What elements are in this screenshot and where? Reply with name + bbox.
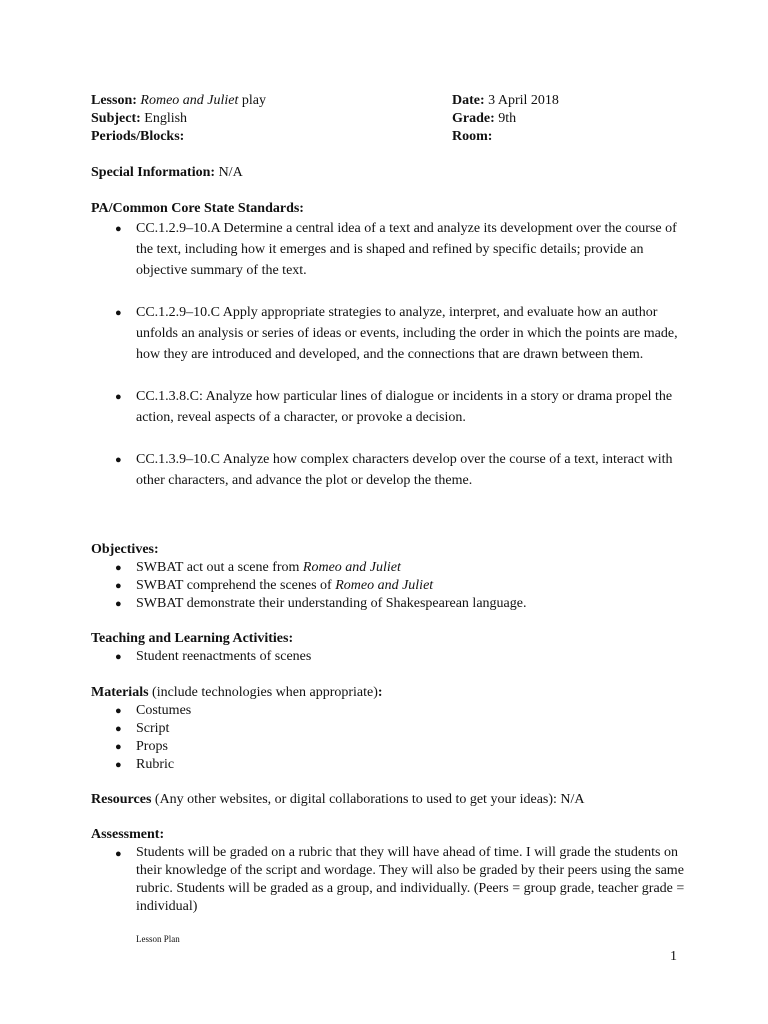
bullet-icon: ● bbox=[115, 705, 122, 717]
standard-text: CC.1.2.9–10.C Apply appropriate strategies to analyze, interpret, and evaluate how an author unfolds an analysis or series of ideas or events, including the order in which the points are made, how they are introduced and developed, and the connections that are drawn between them. bbox=[136, 305, 678, 362]
assessment-list bbox=[91, 844, 696, 916]
bullet-icon: ● bbox=[115, 723, 122, 735]
assessment-title: Assessment: bbox=[91, 827, 165, 842]
resources-text: (Any other websites, or digital collaborations to used to get your ideas): N/A bbox=[151, 792, 585, 807]
materials-heading bbox=[91, 684, 383, 702]
materials-list bbox=[91, 702, 383, 774]
list-item bbox=[91, 595, 526, 613]
bullet-icon: ● bbox=[115, 651, 122, 663]
objective-italic: Romeo and Juliet bbox=[302, 560, 401, 575]
objectives-list bbox=[91, 559, 526, 613]
subject-value: English bbox=[140, 111, 188, 126]
bullet-icon: ● bbox=[115, 580, 122, 592]
subject-line bbox=[91, 110, 266, 128]
bullet-icon: ● bbox=[115, 307, 122, 319]
assessment-section bbox=[91, 826, 696, 916]
material-text: Rubric bbox=[136, 757, 175, 772]
list-item bbox=[91, 386, 696, 428]
assessment-text: Students will be graded on a rubric that they will have ahead of time. I will grade the students on their knowledge of the script and wordage. They will also be graded by their peers using the same rubric. Students will be graded as a group, and individually. (Peers = group grade, teacher grade = individual) bbox=[136, 845, 685, 914]
header-left bbox=[91, 92, 266, 146]
list-item bbox=[91, 738, 383, 756]
lesson-title: Romeo and Juliet bbox=[140, 93, 239, 108]
teaching-title: Teaching and Learning Activities: bbox=[91, 631, 294, 646]
grade-value: 9th bbox=[494, 111, 517, 126]
room-line bbox=[452, 128, 559, 146]
page-number: 1 bbox=[670, 949, 677, 964]
list-item bbox=[91, 756, 383, 774]
periods-line bbox=[91, 128, 266, 146]
material-text: Props bbox=[136, 739, 168, 754]
list-item bbox=[91, 559, 526, 577]
list-item bbox=[91, 577, 526, 595]
special-label: Special Information: bbox=[91, 165, 216, 180]
bullet-icon: ● bbox=[115, 223, 122, 235]
standard-text: CC.1.3.8.C: Analyze how particular lines of dialogue or incidents in a story or drama propel the action, reveal aspects of a character, or provoke a decision. bbox=[136, 389, 673, 425]
list-item bbox=[91, 702, 383, 720]
list-item bbox=[91, 302, 696, 365]
materials-note: (include technologies when appropriate) bbox=[148, 685, 378, 700]
special-info bbox=[91, 164, 243, 182]
grade-label: Grade: bbox=[452, 111, 495, 126]
teaching-section bbox=[91, 630, 311, 666]
standards-title: PA/Common Core State Standards: bbox=[91, 201, 304, 216]
bullet-icon: ● bbox=[115, 454, 122, 466]
teaching-list bbox=[91, 648, 311, 666]
list-item bbox=[91, 218, 696, 281]
date-label: Date: bbox=[452, 93, 485, 108]
periods-label: Periods/Blocks: bbox=[91, 129, 185, 144]
standards-section bbox=[91, 200, 696, 491]
header-right bbox=[452, 92, 559, 146]
objectives-title: Objectives: bbox=[91, 542, 159, 557]
material-text: Script bbox=[136, 721, 170, 736]
lesson-line bbox=[91, 92, 266, 110]
footer-label: Lesson Plan bbox=[136, 934, 180, 944]
teaching-text: Student reenactments of scenes bbox=[136, 649, 312, 664]
grade-line bbox=[452, 110, 559, 128]
date-value: 3 April 2018 bbox=[484, 93, 559, 108]
bullet-icon: ● bbox=[115, 848, 122, 860]
bullet-icon: ● bbox=[115, 741, 122, 753]
objective-text: SWBAT demonstrate their understanding of Shakespearean language. bbox=[136, 596, 527, 611]
standards-list bbox=[91, 218, 696, 491]
bullet-icon: ● bbox=[115, 598, 122, 610]
lesson-suffix: play bbox=[238, 93, 266, 108]
date-line bbox=[452, 92, 559, 110]
materials-colon: : bbox=[377, 685, 383, 700]
resources-section bbox=[91, 791, 585, 809]
subject-label: Subject: bbox=[91, 111, 141, 126]
materials-title: Materials bbox=[91, 685, 149, 700]
standard-text: CC.1.3.9–10.C Analyze how complex characters develop over the course of a text, interact with other characters, and advance the plot or develop the theme. bbox=[136, 452, 673, 488]
list-item bbox=[91, 449, 696, 491]
standard-text: CC.1.2.9–10.A Determine a central idea of a text and analyze its development over the course of the text, including how it emerges and is shaped and refined by specific details; provide an objective summary of the text. bbox=[136, 221, 677, 278]
resources-title: Resources bbox=[91, 792, 152, 807]
objective-text: SWBAT act out a scene from bbox=[136, 560, 303, 575]
list-item bbox=[91, 844, 696, 916]
objectives-section bbox=[91, 541, 526, 613]
list-item bbox=[91, 720, 383, 738]
bullet-icon: ● bbox=[115, 759, 122, 771]
objective-text: SWBAT comprehend the scenes of bbox=[136, 578, 336, 593]
room-label: Room: bbox=[452, 129, 493, 144]
lesson-label: Lesson: bbox=[91, 93, 137, 108]
bullet-icon: ● bbox=[115, 391, 122, 403]
list-item bbox=[91, 648, 311, 666]
objective-italic: Romeo and Juliet bbox=[335, 578, 434, 593]
special-value: N/A bbox=[215, 165, 243, 180]
material-text: Costumes bbox=[136, 703, 192, 718]
bullet-icon: ● bbox=[115, 562, 122, 574]
materials-section bbox=[91, 684, 383, 774]
